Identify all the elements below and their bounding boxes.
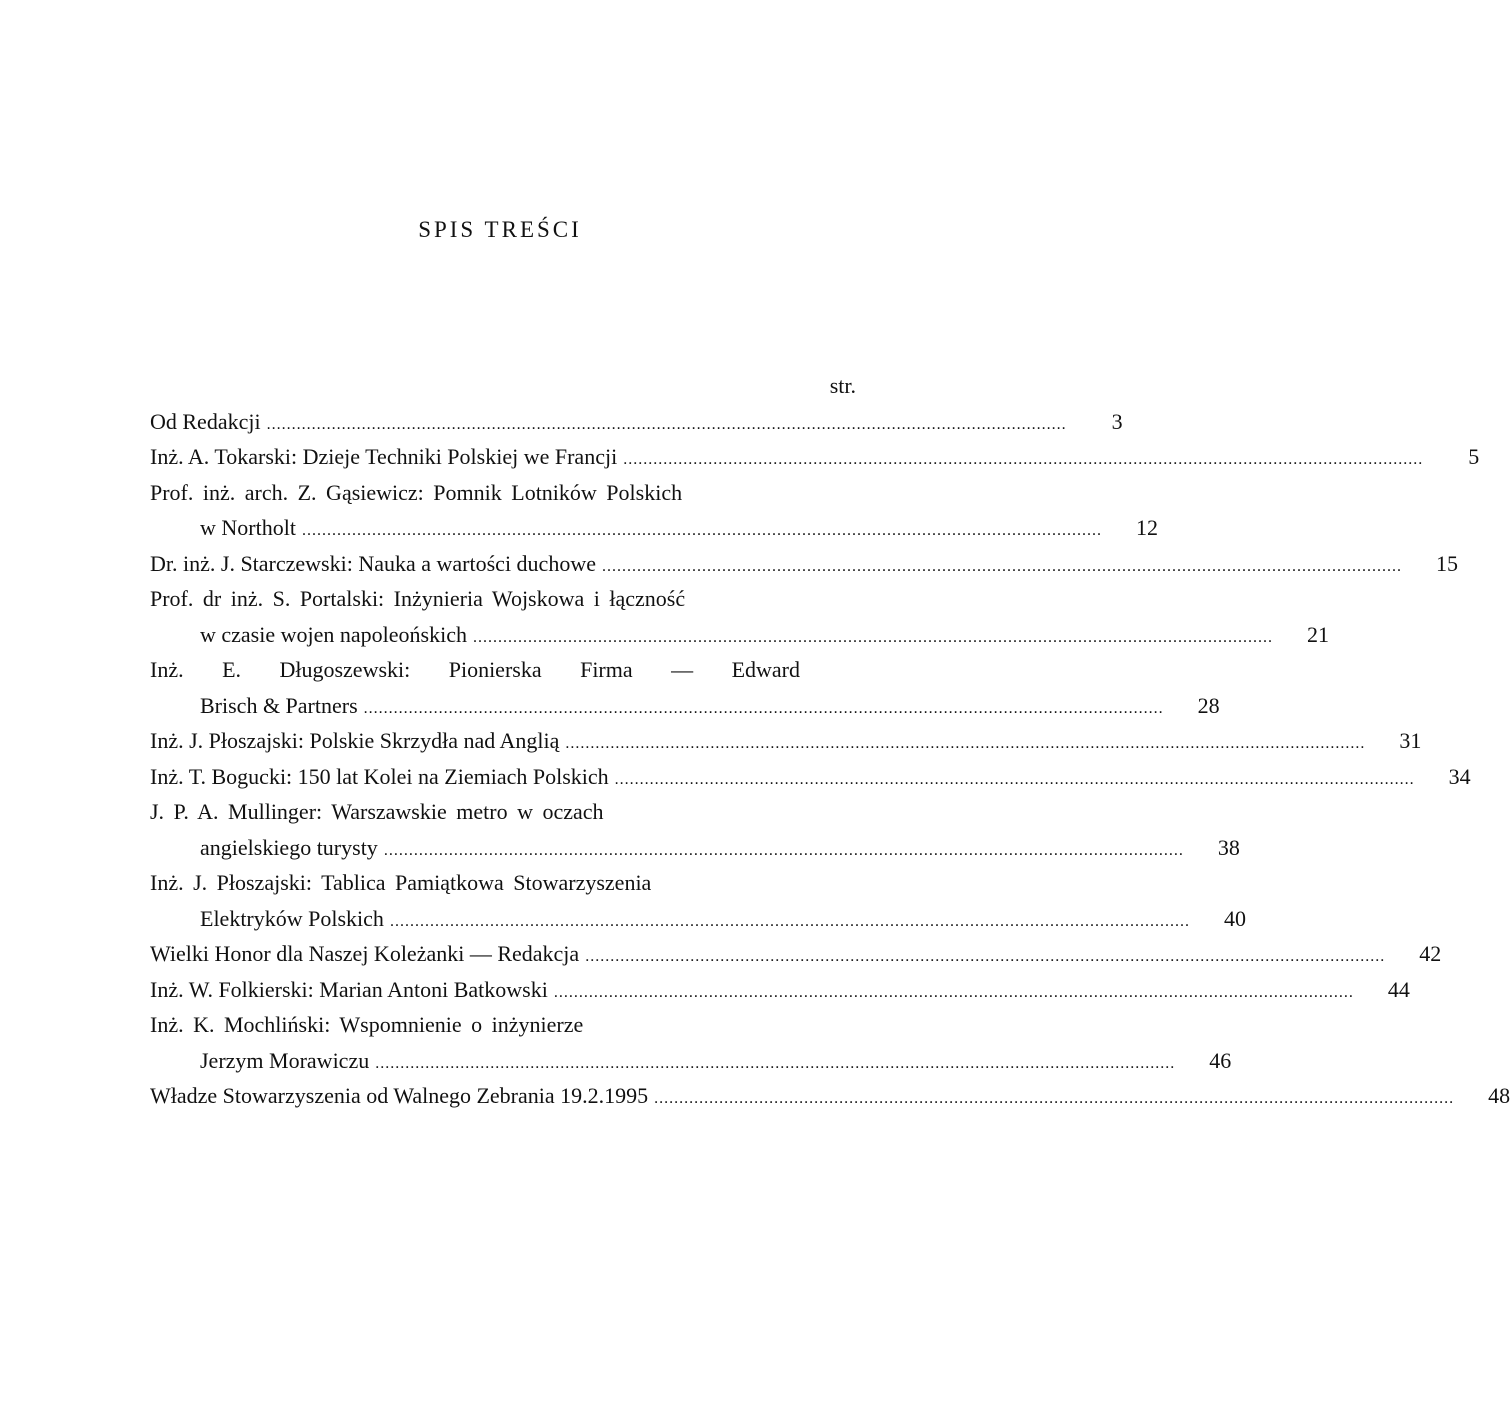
toc-entry[interactable]: [150, 865, 1246, 936]
toc-entry-page: 31: [1399, 728, 1422, 753]
toc-entry-page: 21: [1306, 621, 1329, 647]
toc-entry-page: 12: [1135, 515, 1158, 540]
toc-entry[interactable]: [150, 475, 1158, 546]
toc-entry-page: 42: [1419, 941, 1442, 966]
toc-entry[interactable]: [150, 439, 1480, 475]
title-word: E.: [222, 657, 242, 682]
toc-entry-title-line1: J. P. A. Mullinger: Warszawskie metro w oczach: [150, 799, 604, 824]
toc-entry-title: Inż. A. Tokarski: Dzieje Techniki Polskiej we Francji: [150, 444, 618, 469]
toc-entry-page: 5: [1468, 444, 1480, 469]
toc-entry[interactable]: [150, 1078, 1510, 1114]
dot-leader: ................................................................................................................................................................: [472, 628, 1273, 646]
dot-leader: ................................................................................................................................................................: [623, 451, 1424, 468]
title-word: —: [671, 657, 694, 682]
title-word: Firma: [580, 657, 633, 682]
toc-entry-title-line2: Elektryków Polskich: [200, 905, 384, 931]
dot-leader: ................................................................................................................................................................: [654, 1090, 1455, 1107]
title-word: Długoszewski:: [279, 657, 411, 682]
toc-entry[interactable]: [150, 652, 1220, 723]
dot-leader: ................................................................................................................................................................: [614, 770, 1415, 788]
toc-entry-title: Dr. inż. J. Starczewski: Nauka a wartości duchowe: [150, 550, 596, 576]
toc-entry-title-line2: Brisch & Partners: [200, 692, 358, 718]
toc-entry[interactable]: [150, 759, 1471, 795]
toc-entry-title-line2: Jerzym Morawiczu: [200, 1047, 370, 1073]
dot-leader: ................................................................................................................................................................: [375, 1054, 1176, 1072]
toc-entry-page: 3: [1111, 408, 1123, 434]
toc-entry-page: 44: [1387, 976, 1410, 1002]
toc-entry-title-line1: [150, 652, 800, 688]
toc-entry[interactable]: [150, 936, 1442, 972]
title-word: Edward: [731, 657, 800, 682]
dot-leader: ................................................................................................................................................................: [585, 948, 1386, 965]
toc-entry-title: Wielki Honor dla Naszej Koleżanki — Redakcja: [150, 941, 580, 966]
toc-entry[interactable]: [150, 723, 1422, 759]
toc-entry-title-line1: Prof. inż. arch. Z. Gąsiewicz: Pomnik Lotników Polskich: [150, 479, 683, 505]
dot-leader: ................................................................................................................................................................: [565, 735, 1366, 752]
toc-entry-title: Od Redakcji: [150, 408, 261, 434]
toc-entry[interactable]: [150, 404, 1123, 440]
toc-entry-title-line1: Inż. K. Mochliński: Wspomnienie o inżynierze: [150, 1012, 584, 1037]
table-of-contents: [150, 368, 1510, 1114]
dot-leader: ................................................................................................................................................................: [301, 522, 1102, 539]
toc-entry-page: 34: [1448, 763, 1471, 789]
toc-entry-title-line2: w czasie wojen napoleońskich: [200, 621, 467, 647]
toc-entry-page: 46: [1209, 1047, 1232, 1073]
toc-entry-title: Władze Stowarzyszenia od Walnego Zebrania 19.2.1995: [150, 1083, 649, 1108]
page-column-label: str.: [829, 373, 856, 398]
toc-entry-title-line2: w Northolt: [200, 515, 296, 540]
dot-leader: ................................................................................................................................................................: [601, 557, 1402, 575]
toc-entry[interactable]: [150, 972, 1410, 1008]
dot-leader: ................................................................................................................................................................: [363, 699, 1164, 717]
title-word: Pionierska: [448, 657, 542, 682]
toc-entry-page: 28: [1197, 692, 1220, 718]
toc-entry[interactable]: [150, 1007, 1232, 1078]
toc-entry-page: 38: [1217, 834, 1240, 860]
toc-entry-title: Inż. W. Folkierski: Marian Antoni Batkowski: [150, 976, 548, 1002]
toc-entry-title-line1: Prof. dr inż. S. Portalski: Inżynieria Wojskowa i łączność: [150, 586, 686, 611]
toc-entry[interactable]: [150, 794, 1240, 865]
toc-entry-page: 40: [1223, 905, 1246, 931]
toc-entry-page: 15: [1435, 550, 1458, 576]
toc-entry-title: Inż. J. Płoszajski: Polskie Skrzydła nad Anglią: [150, 728, 560, 753]
title-word: Inż.: [150, 657, 184, 682]
dot-leader: ................................................................................................................................................................: [389, 912, 1190, 930]
toc-entry-title: Inż. T. Bogucki: 150 lat Kolei na Ziemiach Polskich: [150, 763, 609, 789]
toc-entry[interactable]: [150, 546, 1458, 582]
toc-entry-page: 48: [1488, 1083, 1510, 1108]
page-title: SPIS TREŚCI: [418, 217, 582, 242]
dot-leader: ................................................................................................................................................................: [266, 415, 1067, 433]
toc-entry-title-line2: angielskiego turysty: [200, 834, 378, 860]
toc-entry[interactable]: [150, 581, 1329, 652]
dot-leader: ................................................................................................................................................................: [383, 841, 1184, 859]
toc-entry-title-line1: Inż. J. Płoszajski: Tablica Pamiątkowa Stowarzyszenia: [150, 870, 652, 895]
dot-leader: ................................................................................................................................................................: [553, 983, 1354, 1001]
